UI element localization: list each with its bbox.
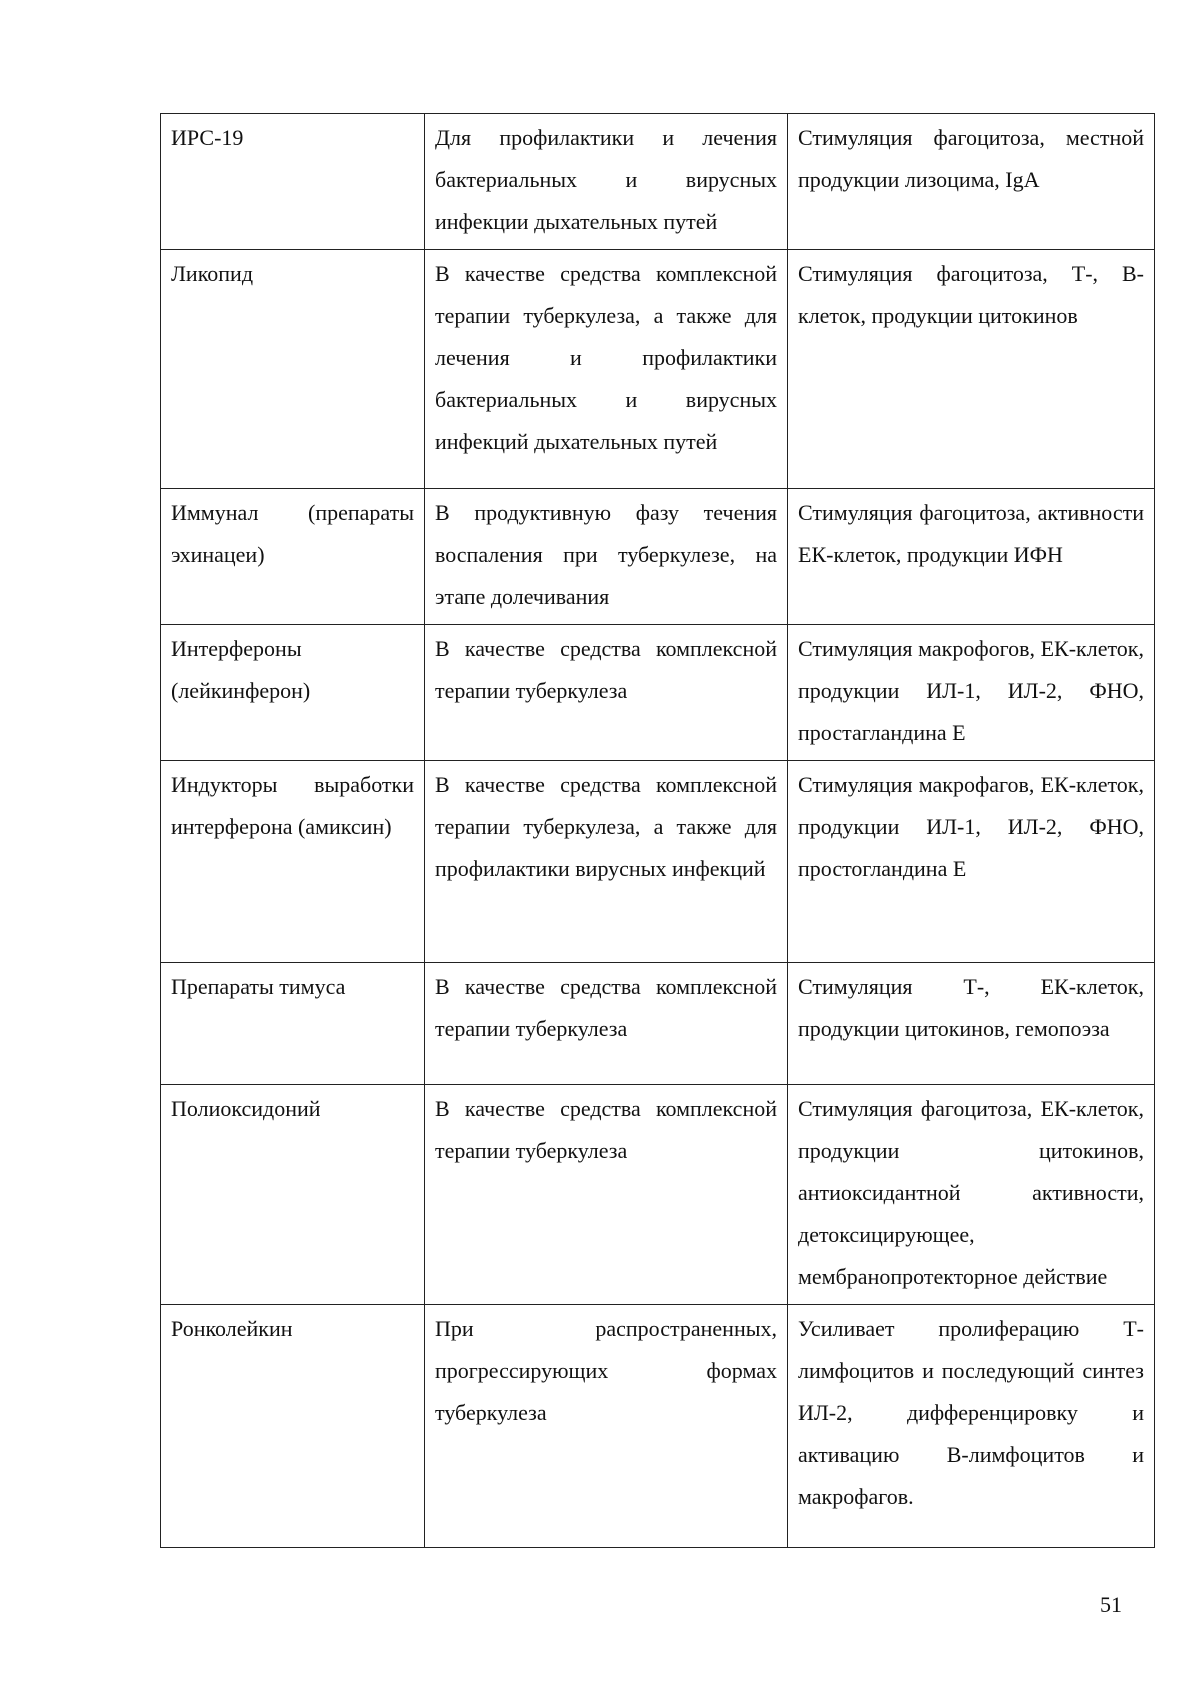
indication-cell: В качестве средства комплексной терапии туберкулеза [425,625,788,761]
drug-name-cell: Ликопид [161,250,425,489]
table-row [161,1305,1155,1548]
mechanism-cell: Стимуляция макрофагов, ЕК-клеток, продукции ИЛ-1, ИЛ-2, ФНО, простогландина Е [788,761,1155,963]
mechanism-cell: Стимуляция макрофогов, ЕК-клеток, продукции ИЛ-1, ИЛ-2, ФНО, простагландина Е [788,625,1155,761]
drug-name-cell: Полиоксидоний [161,1085,425,1305]
table-row [161,963,1155,1085]
drug-name-cell: Иммунал (препараты эхинацеи) [161,489,425,625]
indication-cell: При распространенных, прогрессирующих формах туберкулеза [425,1305,788,1548]
indication-cell: В качестве средства комплексной терапии туберкулеза [425,1085,788,1305]
table-row [161,625,1155,761]
table-row [161,114,1155,250]
mechanism-cell: Стимуляция фагоцитоза, Т-, В-клеток, продукции цитокинов [788,250,1155,489]
mechanism-cell: Усиливает пролиферацию Т-лимфоцитов и последующий синтез ИЛ-2, дифференцировку и активацию В-лимфоцитов и макрофагов. [788,1305,1155,1548]
mechanism-cell: Стимуляция фагоцитоза, местной продукции лизоцима, IgA [788,114,1155,250]
indication-cell: В качестве средства комплексной терапии туберкулеза, а также для лечения и профилактики бактериальных и вирусных инфекций дыхательных путей [425,250,788,489]
immunomodulators-table [160,113,1155,1548]
drug-name-cell: Интерфероны (лейкинферон) [161,625,425,761]
drug-name-cell: Индукторы выработки интерферона (амиксин) [161,761,425,963]
drug-name-cell: Препараты тимуса [161,963,425,1085]
drug-name-cell: Ронколейкин [161,1305,425,1548]
indication-cell: В продуктивную фазу течения воспаления при туберкулезе, на этапе долечивания [425,489,788,625]
table-row [161,489,1155,625]
mechanism-cell: Стимуляция фагоцитоза, активности ЕК-клеток, продукции ИФН [788,489,1155,625]
drug-name-cell: ИРС-19 [161,114,425,250]
table-row [161,250,1155,489]
mechanism-cell: Стимуляция Т-, ЕК-клеток, продукции цитокинов, гемопоэза [788,963,1155,1085]
indication-cell: Для профилактики и лечения бактериальных и вирусных инфекции дыхательных путей [425,114,788,250]
indication-cell: В качестве средства комплексной терапии туберкулеза, а также для профилактики вирусных инфекций [425,761,788,963]
page-number: 51 [1100,1592,1122,1617]
table-row [161,761,1155,963]
table-row [161,1085,1155,1305]
mechanism-cell: Стимуляция фагоцитоза, ЕК-клеток, продукции цитокинов, антиоксидантной активности, детоксицирующее, мембранопротекторное действие [788,1085,1155,1305]
indication-cell: В качестве средства комплексной терапии туберкулеза [425,963,788,1085]
